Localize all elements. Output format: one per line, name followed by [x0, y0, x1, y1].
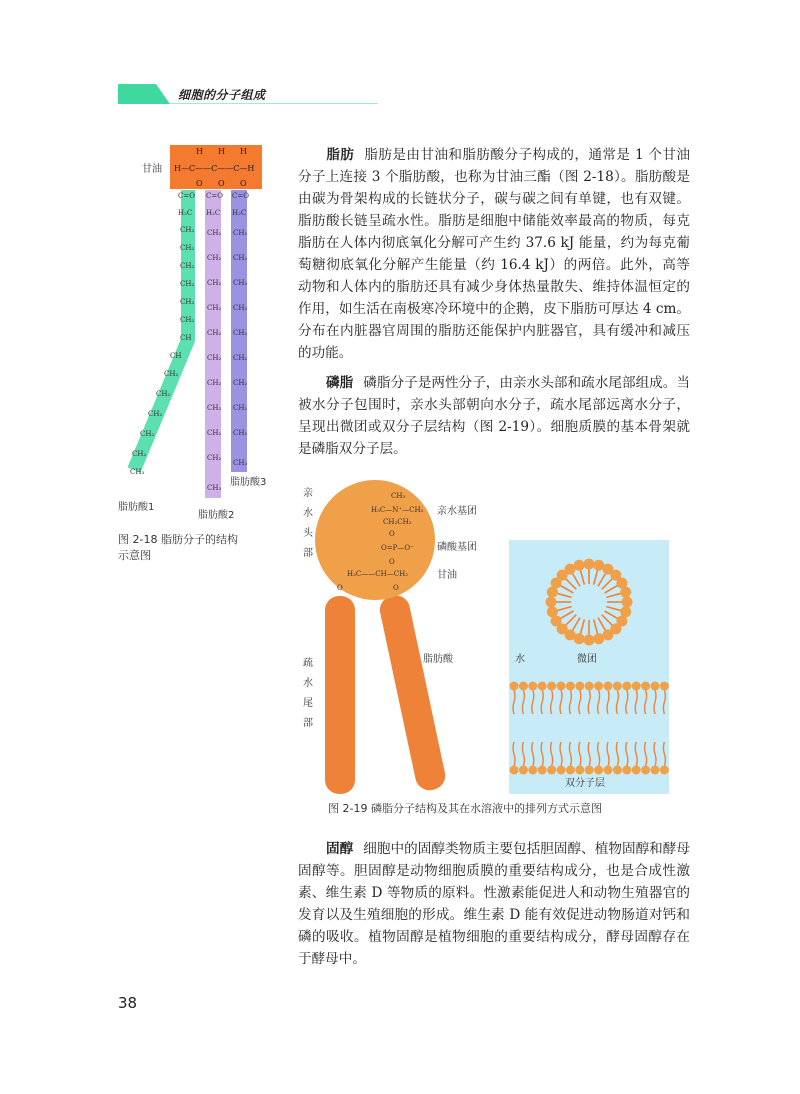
svg-text:CH₂: CH₂ [207, 329, 222, 337]
micelle-head [593, 633, 604, 644]
svg-text:CH₂: CH₂ [233, 354, 248, 362]
keyword-fat: 脂肪 [326, 147, 355, 163]
bilayer-head [641, 766, 650, 775]
bilayer-head [538, 682, 547, 691]
tail-right [377, 593, 448, 793]
svg-text:CH₂: CH₂ [207, 429, 222, 437]
svg-text:H: H [196, 147, 203, 156]
fat-molecule-figure [118, 140, 278, 525]
bilayer-head [510, 766, 519, 775]
svg-text:C=O: C=O [206, 192, 223, 200]
fatty-acid-1-label: 脂肪酸1 [118, 502, 155, 513]
bilayer-head [632, 766, 641, 775]
keyword-sterol: 固醇 [326, 841, 354, 857]
svg-text:H₂C——CH—CH₂: H₂C——CH—CH₂ [347, 570, 408, 578]
svg-text:CH₂: CH₂ [180, 298, 195, 306]
phospholipid-figure [295, 478, 690, 794]
svg-text:O: O [240, 179, 247, 188]
svg-text:H₂C: H₂C [206, 209, 221, 217]
bilayer-head [547, 682, 556, 691]
bilayer-head [575, 682, 584, 691]
micelle-head [547, 606, 558, 617]
svg-text:CH₂: CH₂ [132, 450, 147, 458]
bilayer-head [510, 682, 519, 691]
svg-text:CH₂: CH₂ [207, 229, 222, 237]
micelle-label: 微团 [577, 654, 597, 665]
svg-text:CH₂: CH₂ [180, 244, 195, 252]
svg-text:部: 部 [303, 548, 313, 559]
tail-left [325, 596, 355, 794]
svg-text:水: 水 [303, 678, 313, 689]
svg-text:O: O [393, 584, 399, 592]
svg-text:CH₂CH₂: CH₂CH₂ [383, 518, 412, 526]
water-label: 水 [515, 654, 525, 665]
bilayer-head [585, 682, 594, 691]
svg-text:CH₂: CH₂ [233, 404, 248, 412]
svg-text:O: O [196, 179, 203, 188]
svg-text:CH₂: CH₂ [207, 279, 222, 287]
bilayer-head [660, 766, 669, 775]
svg-text:O: O [389, 530, 395, 538]
svg-text:C=O: C=O [178, 192, 195, 200]
svg-text:CH₂: CH₂ [164, 370, 179, 378]
bilayer-head [528, 682, 537, 691]
bilayer-head [651, 682, 660, 691]
svg-text:CH₃: CH₃ [207, 484, 222, 492]
phosphate-group-label: 磷酸基团 [437, 542, 477, 553]
bilayer-head [604, 682, 613, 691]
bilayer-head [660, 682, 669, 691]
svg-text:CH₂: CH₂ [233, 254, 248, 262]
fatty-acid-3-label: 脂肪酸3 [230, 477, 267, 488]
bilayer-head [575, 766, 584, 775]
svg-text:CH₂: CH₂ [233, 229, 248, 237]
bilayer-head [622, 766, 631, 775]
glycerol-label: 甘油 [142, 164, 162, 175]
hydrophilic-group-label: 亲水基团 [437, 506, 477, 517]
figure-2-19-caption: 图 2-19 磷脂分子结构及其在水溶液中的排列方式示意图 [328, 802, 602, 815]
svg-text:O: O [218, 179, 225, 188]
micelle-head [584, 635, 595, 646]
paragraph-sterol: 固醇 细胞中的固醇类物质主要包括胆固醇、植物固醇和酵母固醇等。胆固醇是动物细胞质膜的重要结构成分，也是合成性激素、维生素 D 等物质的原料。性激素能促进人和动物生殖器官的发育以及生殖细胞的形成。维生素 D 能有效促进动物肠道对钙和磷的吸收。植物固醇是植物细胞的重要结构成分，酵母固醇存在于酵母中。 [298, 841, 691, 967]
bilayer-head [528, 766, 537, 775]
bilayer-head [594, 682, 603, 691]
paragraph-fat: 脂肪 脂肪是由甘油和脂肪酸分子构成的，通常是 1 个甘油分子上连接 3 个脂肪酸，也称为甘油三酯（图 2-18）。脂肪酸是由碳为骨架构成的长链状分子，碳与碳之间有单键，也有双键。脂肪酸长链呈疏水性。脂肪是细胞中储能效率最高的物质，每克脂肪在人体内彻底氧化分解可产生约 37.6 kJ 能量，约为每克葡萄糖彻底氧化分解产生能量（约 16.4 kJ）的两倍。此外，高等动物和人体内的脂肪还具有减少身体热量散失、维持体温恒定的作用，如生活在南极寒冷环境中的企鹅，皮下脂肪可厚达 4 cm。分布在内脏器官周围的脂肪还能保护内脏器官，具有缓冲和减压的功能。 [298, 147, 691, 361]
svg-text:疏: 疏 [303, 658, 313, 669]
svg-text:尾: 尾 [303, 698, 313, 709]
bilayer-head [604, 766, 613, 775]
svg-text:CH₂: CH₂ [207, 254, 222, 262]
svg-text:H₂C: H₂C [232, 209, 247, 217]
bilayer-head [566, 682, 575, 691]
svg-text:CH₂: CH₂ [207, 379, 222, 387]
bilayer-head [651, 766, 660, 775]
svg-text:CH₃: CH₃ [233, 459, 248, 467]
figure-2-18-caption: 图 2-18 脂肪分子的结构 示意图 [118, 533, 238, 562]
svg-text:CH₂: CH₂ [156, 390, 171, 398]
bilayer-head [557, 766, 566, 775]
micelle-head [584, 559, 595, 570]
svg-text:水: 水 [303, 508, 313, 519]
svg-text:CH₂: CH₂ [180, 280, 195, 288]
svg-text:H₃C—N⁺—CH₃: H₃C—N⁺—CH₃ [371, 506, 424, 514]
svg-text:CH₃: CH₃ [391, 492, 406, 500]
svg-text:CH₂: CH₂ [233, 329, 248, 337]
svg-text:CH: CH [170, 352, 182, 360]
svg-text:CH₂: CH₂ [207, 404, 222, 412]
svg-text:CH₂: CH₂ [207, 354, 222, 362]
hydrophilic-head [315, 480, 435, 600]
bilayer-head [585, 766, 594, 775]
svg-text:CH₂: CH₂ [180, 262, 195, 270]
bilayer-head [594, 766, 603, 775]
svg-text:CH₂: CH₂ [180, 316, 195, 324]
bilayer-head [519, 682, 528, 691]
svg-text:CH₂: CH₂ [233, 279, 248, 287]
svg-text:CH₃: CH₃ [130, 468, 145, 476]
bilayer-head [557, 682, 566, 691]
svg-text:头: 头 [303, 528, 313, 539]
keyword-phospholipid: 磷脂 [326, 375, 354, 391]
paragraph-phospholipid: 磷脂 磷脂分子是两性分子，由亲水头部和疏水尾部组成。当被水分子包围时，亲水头部朝向水分子，疏水尾部远离水分子，呈现出微团或双分子层结构（图 2-19）。细胞质膜的基本骨架就是磷脂双分子层。 [298, 375, 691, 457]
svg-text:H: H [218, 147, 225, 156]
fatty-acid-label: 脂肪酸 [423, 654, 453, 665]
micelle-head [574, 560, 585, 571]
page-number: 38 [118, 994, 138, 1012]
bilayer-head [622, 682, 631, 691]
bilayer-head [538, 766, 547, 775]
svg-text:CH₂: CH₂ [233, 379, 248, 387]
svg-text:CH₂: CH₂ [233, 429, 248, 437]
svg-text:H: H [240, 147, 247, 156]
bilayer-head [632, 682, 641, 691]
bilayer-head [613, 682, 622, 691]
bilayer-head [613, 766, 622, 775]
glycerol-formula: H—C——C——C—H [174, 164, 255, 173]
micelle-head [620, 587, 631, 598]
svg-text:H₂C: H₂C [178, 209, 193, 217]
bilayer-head [641, 682, 650, 691]
svg-text:CH₂: CH₂ [148, 410, 163, 418]
micelle-head [622, 597, 633, 608]
fatty-acid-2-label: 脂肪酸2 [198, 510, 235, 521]
bilayer-head [547, 766, 556, 775]
svg-text:CH₂: CH₂ [140, 430, 155, 438]
svg-text:CH₂: CH₂ [207, 454, 222, 462]
svg-text:O=P—O⁻: O=P—O⁻ [381, 544, 414, 552]
svg-text:CH₂: CH₂ [180, 226, 195, 234]
glycerol-label-2: 甘油 [437, 570, 457, 581]
svg-text:CH: CH [180, 334, 192, 342]
svg-text:亲: 亲 [303, 488, 313, 499]
svg-text:O: O [337, 584, 343, 592]
bilayer-label: 双分子层 [565, 778, 605, 789]
micelle-head [546, 597, 557, 608]
svg-text:部: 部 [303, 718, 313, 729]
svg-text:CH₂: CH₂ [207, 304, 222, 312]
svg-text:O: O [389, 558, 395, 566]
svg-text:CH₂: CH₂ [233, 304, 248, 312]
bilayer-head [519, 766, 528, 775]
svg-text:C=O: C=O [232, 192, 249, 200]
chapter-title: 细胞的分子组成 [178, 88, 266, 102]
bilayer-head [566, 766, 575, 775]
